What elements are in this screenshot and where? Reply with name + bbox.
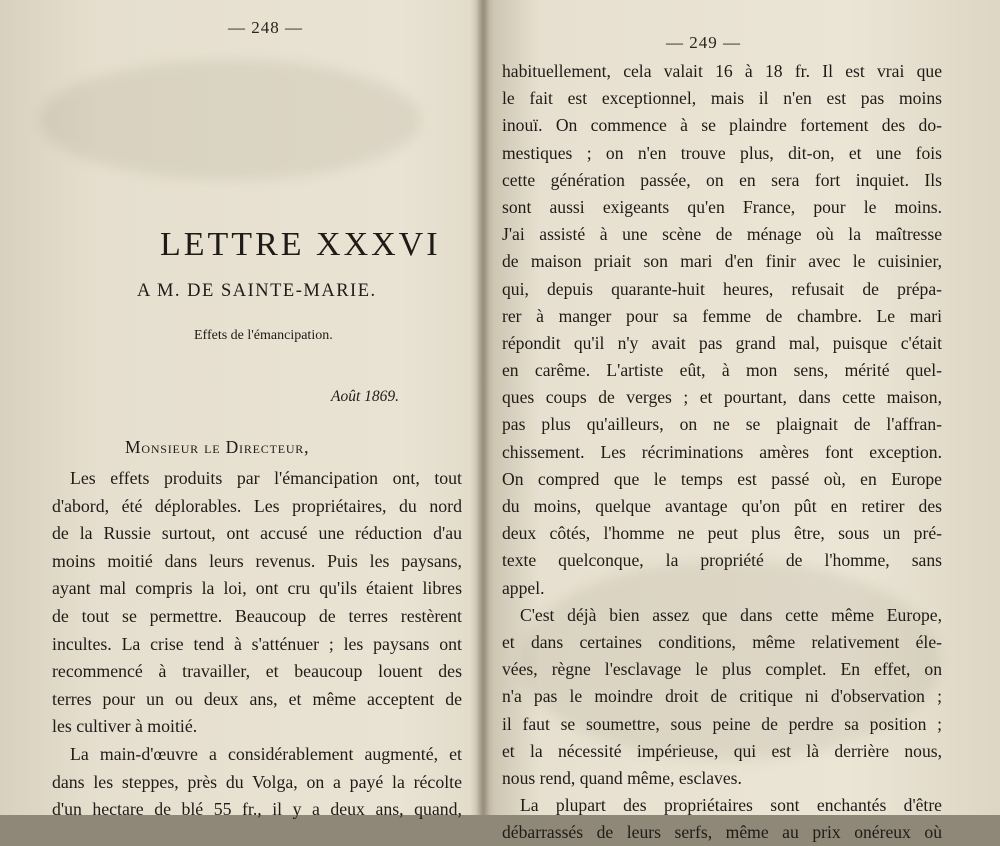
text-line: ques coups de verges ; et pourtant, dans cette maison, bbox=[502, 387, 942, 408]
text-line: sont aussi exigeants qu'en France, pour le moins. bbox=[502, 196, 942, 217]
letter-recipient: A M. DE SAINTE-MARIE. bbox=[137, 281, 377, 301]
text-line: débarrassés de leurs serfs, même au prix onéreux où bbox=[502, 822, 942, 843]
letter-date: Août 1869. bbox=[331, 388, 400, 405]
text-line: d'un hectare de blé 55 fr., il y a deux ans, quand, bbox=[52, 799, 462, 820]
salutation bbox=[125, 437, 309, 458]
right-page-text bbox=[502, 58, 942, 846]
page-number: — 249 — bbox=[666, 33, 741, 52]
text-line: du moins, quelque avantage qu'on pût en retirer des bbox=[502, 496, 942, 516]
text-line: C'est déjà bien assez que dans cette même Europe, bbox=[520, 604, 942, 625]
text-line: dans les steppes, près du Volga, on a payé la récolte bbox=[52, 771, 462, 792]
text-line: habituellement, cela valait 16 à 18 fr. Il est vrai que bbox=[502, 61, 942, 81]
text-line: de tout se permettre. Beaucoup de terres restèrent bbox=[52, 605, 462, 626]
letter-title: LETTRE XXXVI bbox=[160, 226, 441, 263]
text-line: inouï. On commence à se plaindre fortement des do- bbox=[502, 115, 942, 136]
salutation-prefix: Monsieur le bbox=[125, 437, 221, 457]
letter-subject: Effets de l'émancipation. bbox=[194, 328, 333, 343]
text-line: ayant mal compris la loi, ont cru qu'ils étaient libres bbox=[52, 578, 462, 599]
text-line: de maison priait son mari d'en finir avec le cuisinier, bbox=[502, 251, 942, 272]
text-line: répondit qu'il n'y avait pas grand mal, puisque c'était bbox=[502, 332, 942, 353]
left-page bbox=[0, 0, 478, 820]
text-line: Les effets produits par l'émancipation ont, tout bbox=[70, 468, 462, 488]
text-line: les cultiver à moitié. bbox=[52, 716, 198, 737]
text-line: cette génération passée, on en sera fort inquiet. Ils bbox=[502, 169, 942, 190]
text-line: mestiques ; on n'en trouve plus, dit-on, et une fois bbox=[502, 142, 942, 163]
text-line: vées, règne l'esclavage le plus complet. En effet, on bbox=[502, 659, 942, 680]
text-line: chissement. Les récriminations amères font exception. bbox=[502, 441, 942, 462]
text-line: appel. bbox=[502, 577, 545, 598]
text-line: nous rend, quand même, esclaves. bbox=[502, 767, 742, 788]
left-page-text bbox=[52, 465, 462, 824]
page-number: — 248 — bbox=[228, 18, 303, 37]
text-line: et la nécessité impérieuse, qui est là derrière nous, bbox=[502, 740, 942, 761]
text-line: n'a pas le moindre droit de critique ni d'observation ; bbox=[502, 686, 942, 707]
text-line: de la Russie surtout, ont accusé une réduction d'au bbox=[52, 523, 462, 544]
text-line: rer à manger pour sa femme de chambre. Le mari bbox=[502, 305, 942, 326]
text-line: On compred que le temps est passé où, en Europe bbox=[502, 468, 942, 489]
text-line: d'abord, été déplorables. Les propriétaires, du nord bbox=[52, 495, 462, 516]
text-line: en carême. L'artiste eût, à mon sens, mérité quel- bbox=[502, 360, 942, 381]
salutation-rest: Directeur, bbox=[225, 437, 310, 457]
text-line: terres pour un ou deux ans, et même acceptent de bbox=[52, 688, 462, 709]
text-line: La main-d'œuvre a considérablement augmenté, et bbox=[70, 743, 462, 764]
text-line: J'ai assisté à une scène de ménage où la maîtresse bbox=[502, 224, 942, 245]
text-line: moins moitié dans leurs revenus. Puis les paysans, bbox=[52, 550, 462, 571]
right-page bbox=[488, 0, 1000, 843]
text-line: recommencé à travailler, et beaucoup louent des bbox=[52, 661, 462, 682]
text-line: incultes. La crise tend à s'atténuer ; les paysans ont bbox=[52, 633, 462, 654]
text-line: qui, depuis quarante-huit heures, refusait de prépa- bbox=[502, 278, 942, 299]
text-line: et dans certaines conditions, même relativement éle- bbox=[502, 631, 942, 652]
text-line: La plupart des propriétaires sont enchantés d'être bbox=[520, 795, 942, 816]
text-line: pas plus qu'ailleurs, on ne se plaignait de l'affran- bbox=[502, 414, 942, 435]
text-line: il faut se soumettre, sous peine de perdre sa position ; bbox=[502, 713, 942, 734]
text-line: texte quelconque, la propriété de l'homme, sans bbox=[502, 550, 942, 571]
text-line: le fait est exceptionnel, mais il n'en est pas moins bbox=[502, 88, 942, 109]
text-line: deux côtés, l'homme ne peut plus être, sous un pré- bbox=[502, 523, 942, 544]
